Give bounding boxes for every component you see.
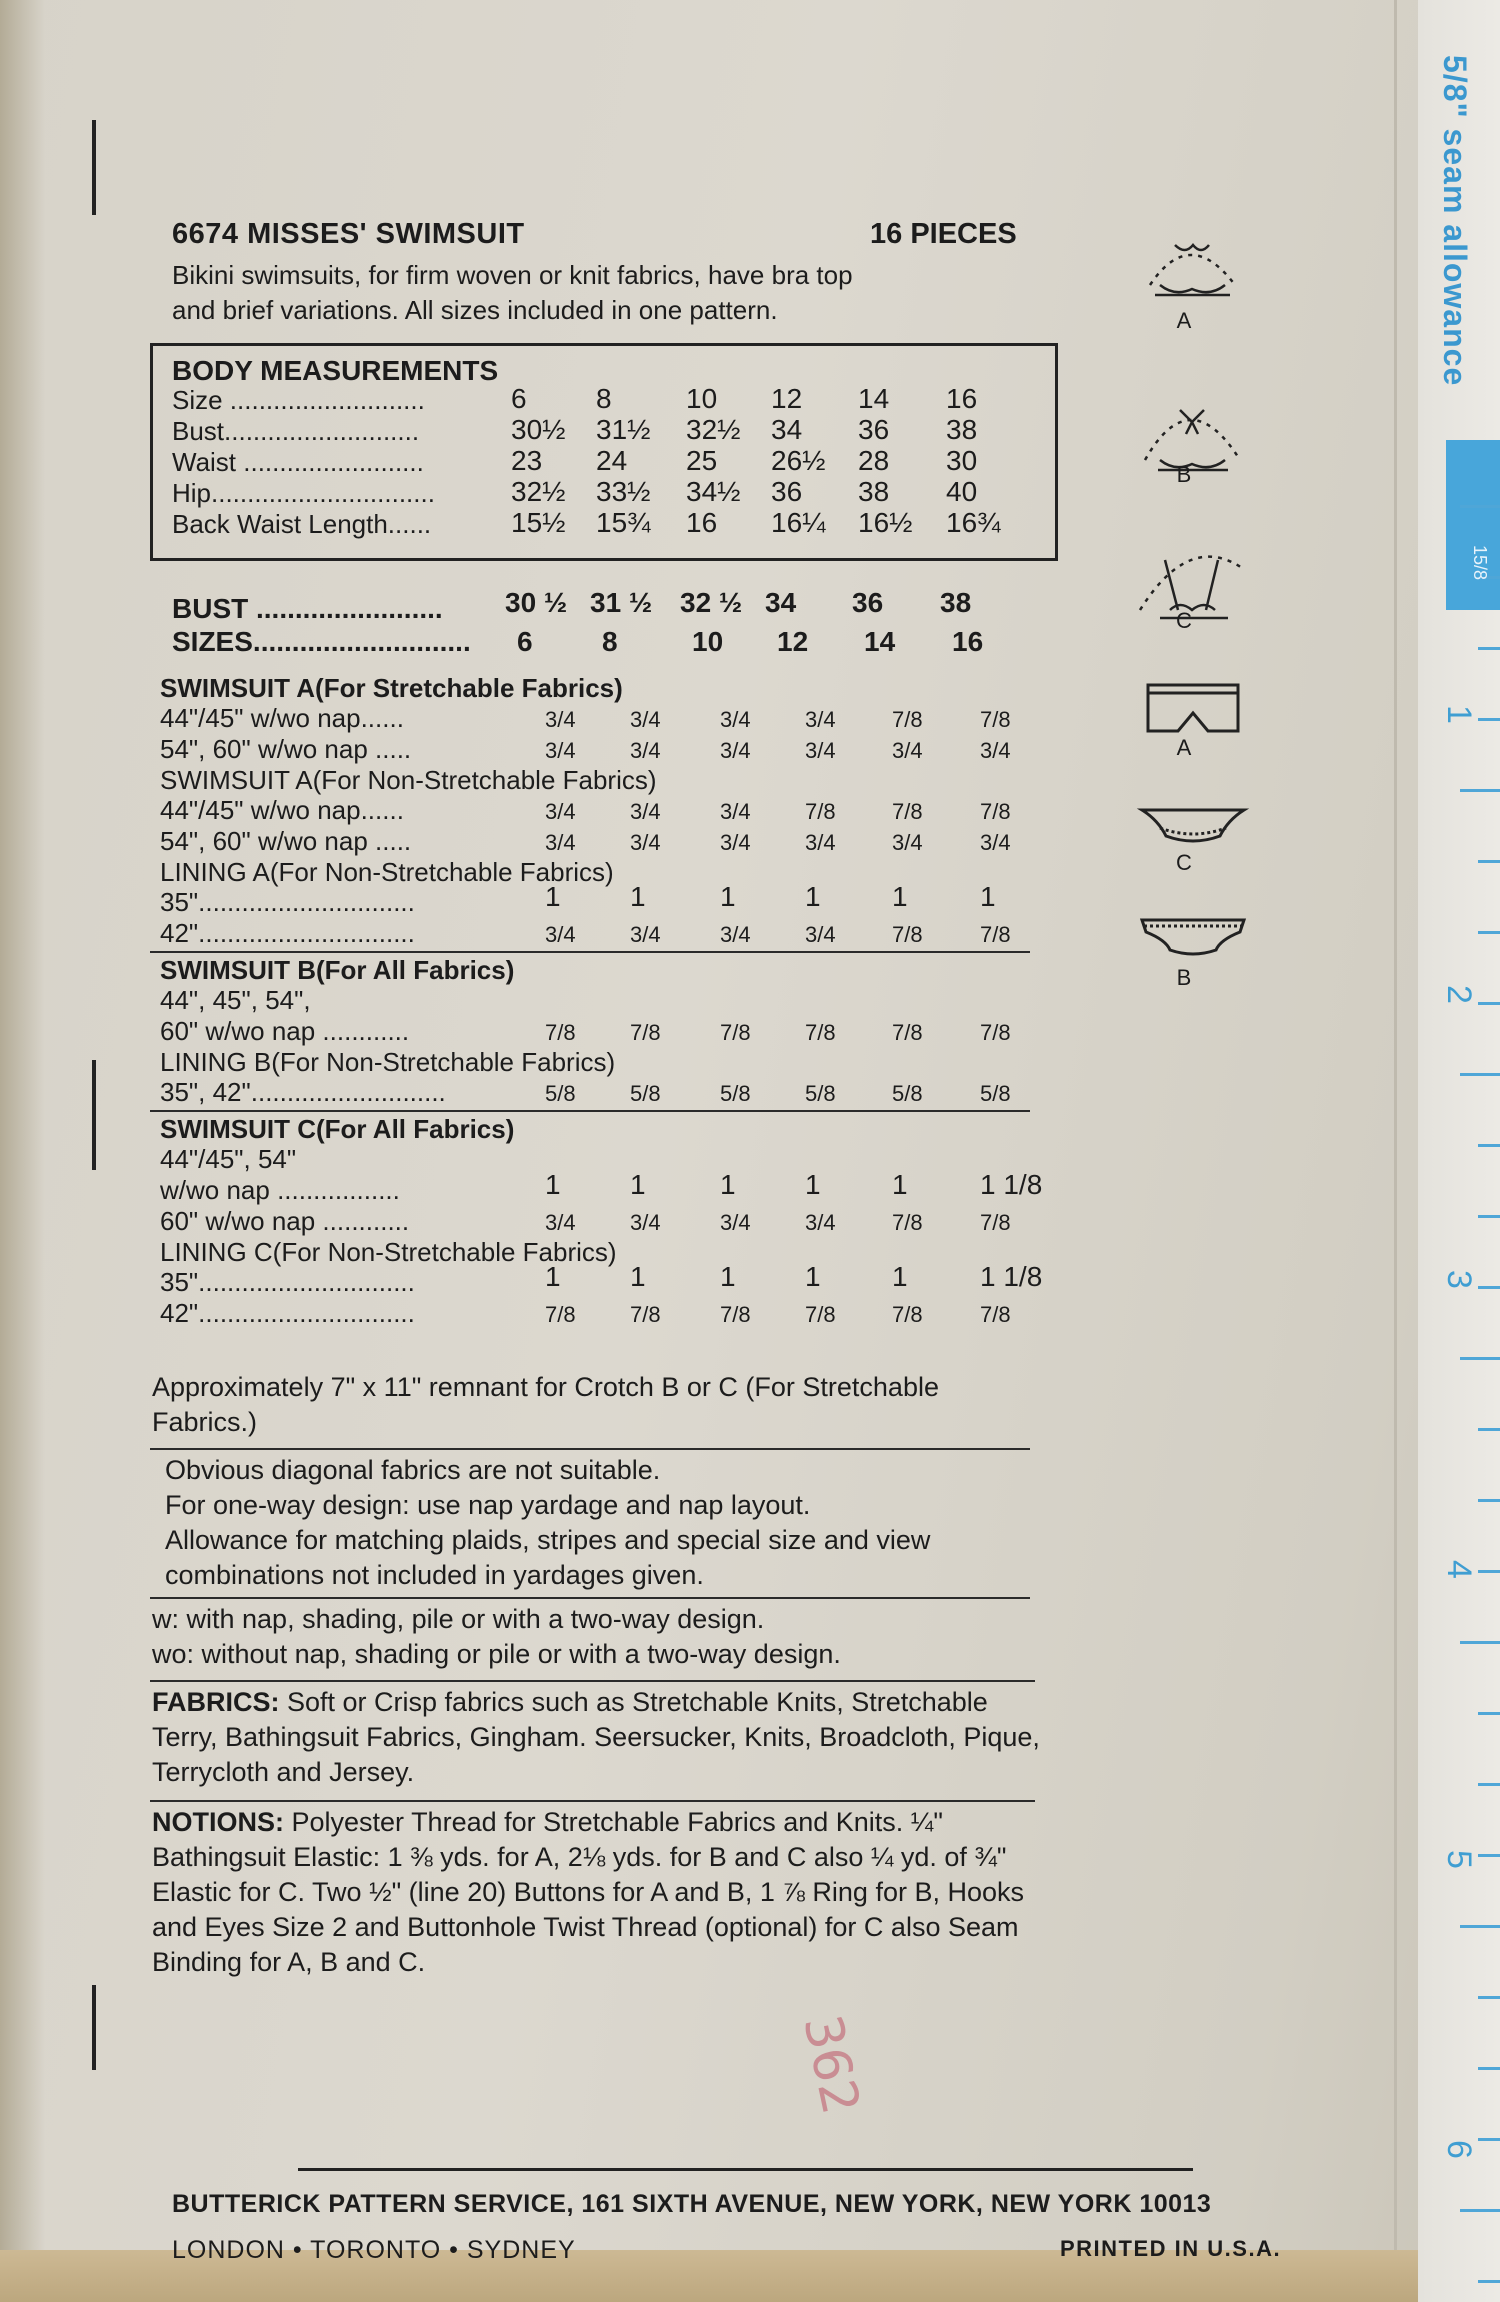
measurement-value: 38 xyxy=(858,476,890,507)
ruler-highlight-box xyxy=(1446,440,1500,610)
yardage-value: 1 xyxy=(805,881,821,912)
yardage-value: 3/4 xyxy=(980,738,1011,763)
yardage-value: 5/8 xyxy=(980,1081,1011,1106)
fabrics-label: FABRICS: xyxy=(152,1687,280,1717)
measurement-value: 25 xyxy=(686,445,718,476)
yardage-value: 3/4 xyxy=(805,922,836,947)
briefs-c-illustration xyxy=(1142,810,1244,841)
yardage-value: 7/8 xyxy=(720,1020,751,1045)
bust-label: BUST ........................ xyxy=(172,593,443,624)
yardage-value: 3/4 xyxy=(892,830,923,855)
yardage-value: 7/8 xyxy=(980,1302,1011,1327)
yardage-value: 3/4 xyxy=(720,922,751,947)
heading-bold: SWIMSUIT A xyxy=(160,673,316,703)
handwritten-stamp: 362 xyxy=(791,2010,871,2120)
heading-rest: LINING A(For Non-Stretchable Fabrics) xyxy=(160,857,614,887)
ruler-tick xyxy=(1478,1783,1500,1786)
measurement-value: 31½ xyxy=(596,414,651,445)
measurement-value: 34½ xyxy=(686,476,741,507)
pattern-number: 6674 xyxy=(172,218,239,250)
measurement-value: 36 xyxy=(858,414,890,445)
pattern-title xyxy=(172,218,525,251)
yardage-value: 3/4 xyxy=(630,738,661,763)
yardage-value: 7/8 xyxy=(892,922,923,947)
publisher-address: BUTTERICK PATTERN SERVICE, 161 SIXTH AVENUE, NEW YORK, NEW YORK 10013 xyxy=(172,2190,1212,2218)
nap-legend-wo: wo: without nap, shading or pile or with a two-way design. xyxy=(152,1639,841,1669)
yardage-row xyxy=(0,734,1100,764)
view-label: B xyxy=(1176,965,1192,990)
yardage-value: 3/4 xyxy=(545,1210,576,1235)
notions-text: Polyester Thread for Stretchable Fabrics and Knits. ¼" Bathingsuit Elastic: 1 ⅜ yds. for A, 2⅛ yds. for B and C also ¼ yd. of ¾" Elastic for C. Two ½" (line 20) Buttons for A and B, 1 ⅞ Ring for B, Hooks and Eyes Size 2 and Buttonhole Twist Thread (optional) for C also Seam Binding for A, B and C. xyxy=(152,1807,1025,1977)
yardage-value: 7/8 xyxy=(720,1302,751,1327)
yardage-value: 3/4 xyxy=(630,799,661,824)
bust-row xyxy=(0,587,1100,624)
yardage-value: 5/8 xyxy=(805,1081,836,1106)
yardage-section-heading xyxy=(160,673,623,704)
yardage-value: 3/4 xyxy=(720,830,751,855)
measurement-value: 32½ xyxy=(511,476,566,507)
section-divider xyxy=(150,1110,1030,1112)
measurement-label: Waist ......................... xyxy=(172,447,424,477)
measurement-value: 15½ xyxy=(511,507,566,538)
yardage-section-heading xyxy=(160,1047,615,1078)
yardage-value: 1 xyxy=(892,881,908,912)
yardage-value: 1 xyxy=(720,1169,736,1200)
yardage-label: 35".............................. xyxy=(160,887,415,917)
fabrics-note xyxy=(152,1685,1042,1790)
yardage-label: 60" w/wo nap ............ xyxy=(160,1206,410,1236)
yardage-row xyxy=(0,1261,1100,1297)
yardage-row xyxy=(0,1206,1100,1236)
yardage-value: 3/4 xyxy=(720,738,751,763)
diagonal-note xyxy=(165,1453,1055,1593)
measurement-value: 16 xyxy=(946,383,978,414)
measurement-row xyxy=(0,478,1100,508)
measurement-label: Bust........................... xyxy=(172,416,420,446)
publisher-cities: LONDON • TORONTO • SYDNEY xyxy=(172,2236,576,2264)
note-line: Allowance for matching plaids, stripes and special size and view combinations not included in yardages given. xyxy=(165,1525,931,1590)
fabrics-text: Soft or Crisp fabrics such as Stretchable Knits, Stretchable Terry, Bathingsuit Fabrics, Gingham. Seersucker, Knits, Broadcloth, Pique, Terrycloth and Jersey. xyxy=(152,1687,1040,1787)
heading-rest: LINING B(For Non-Stretchable Fabrics) xyxy=(160,1047,616,1077)
yardage-value: 3/4 xyxy=(545,922,576,947)
ruler-tick xyxy=(1478,718,1500,721)
yardage-value: 7/8 xyxy=(980,922,1011,947)
yardage-value: 1 xyxy=(630,881,646,912)
ruler-tick xyxy=(1478,647,1500,650)
yardage-value: 7/8 xyxy=(892,1210,923,1235)
yardage-row xyxy=(0,881,1100,917)
yardage-value: 3/4 xyxy=(545,799,576,824)
heading-bold: SWIMSUIT C(For All Fabrics) xyxy=(160,1114,515,1144)
yardage-value: 5/8 xyxy=(630,1081,661,1106)
yardage-row xyxy=(0,795,1100,825)
yardage-value: 7/8 xyxy=(892,707,923,732)
divider xyxy=(150,1680,1035,1682)
yardage-value: 3/4 xyxy=(980,830,1011,855)
briefs-a-illustration xyxy=(1148,685,1238,731)
yardage-value: 3/4 xyxy=(630,922,661,947)
ruler-number: 6 xyxy=(1440,2140,1478,2159)
yardage-value: 3/4 xyxy=(720,707,751,732)
notions-label: NOTIONS: xyxy=(152,1807,284,1837)
yardage-value: 1 1/8 xyxy=(980,1169,1043,1200)
measurement-value: 38 xyxy=(946,414,978,445)
bust-value: 31 ½ xyxy=(590,587,653,618)
measurement-value: 14 xyxy=(858,383,890,414)
yardage-value: 3/4 xyxy=(892,738,923,763)
yardage-value: 7/8 xyxy=(545,1302,576,1327)
ruler-tick xyxy=(1478,931,1500,934)
yardage-row xyxy=(0,703,1100,733)
yardage-value: 7/8 xyxy=(980,799,1011,824)
yardage-label: 44", 45", 54", xyxy=(160,985,311,1015)
ruler-tick xyxy=(1478,1144,1500,1147)
view-label: C xyxy=(1176,850,1192,875)
ruler-number: 5 xyxy=(1440,1850,1478,1869)
heading-rest: LINING C(For Non-Stretchable Fabrics) xyxy=(160,1237,617,1267)
sizes-label: SIZES............................ xyxy=(172,626,471,657)
yardage-row xyxy=(0,1016,1100,1046)
bust-value: 38 xyxy=(940,587,972,618)
ruler-tick xyxy=(1460,505,1500,508)
yardage-value: 3/4 xyxy=(630,707,661,732)
yardage-value: 1 xyxy=(720,1261,736,1292)
yardage-value: 1 xyxy=(545,1261,561,1292)
size-value: 14 xyxy=(864,626,896,657)
measurement-value: 16¼ xyxy=(771,507,826,538)
section-divider xyxy=(150,951,1030,953)
yardage-value: 7/8 xyxy=(980,1210,1011,1235)
measurement-value: 16½ xyxy=(858,507,913,538)
yardage-value: 3/4 xyxy=(720,1210,751,1235)
left-margin-mark xyxy=(92,1985,96,2070)
view-label: A xyxy=(1176,308,1192,333)
bra-top-a-illustration xyxy=(1150,245,1235,295)
yardage-value: 7/8 xyxy=(892,1020,923,1045)
yardage-value: 1 xyxy=(630,1169,646,1200)
yardage-value: 3/4 xyxy=(545,738,576,763)
description-line: Bikini swimsuits, for firm woven or knit fabrics, have bra top xyxy=(172,260,853,290)
yardage-label: 35", 42"........................... xyxy=(160,1077,446,1107)
yardage-value: 5/8 xyxy=(720,1081,751,1106)
ruler-tick xyxy=(1478,1428,1500,1431)
nap-legend-w: w: with nap, shading, pile or with a two-way design. xyxy=(152,1604,765,1634)
ruler-tick xyxy=(1460,2209,1500,2212)
ruler-tick xyxy=(1478,1570,1500,1573)
measurement-value: 8 xyxy=(596,383,612,414)
yardage-value: 7/8 xyxy=(630,1020,661,1045)
yardage-label: 54", 60" w/wo nap ..... xyxy=(160,734,412,764)
yardage-value: 1 xyxy=(805,1261,821,1292)
pattern-name: MISSES' SWIMSUIT xyxy=(247,218,525,250)
yardage-value: 3/4 xyxy=(630,1210,661,1235)
measurement-value: 6 xyxy=(511,383,527,414)
yardage-label: 54", 60" w/wo nap ..... xyxy=(160,826,412,856)
yardage-value: 3/4 xyxy=(630,830,661,855)
notions-note xyxy=(152,1805,1042,1980)
ruler-tick xyxy=(1460,1925,1500,1928)
yardage-section-heading xyxy=(160,955,514,986)
yardage-value: 1 xyxy=(545,881,561,912)
heading-rest: (For Stretchable Fabrics) xyxy=(315,673,623,703)
measurement-value: 33½ xyxy=(596,476,651,507)
yardage-value: 7/8 xyxy=(545,1020,576,1045)
yardage-row xyxy=(0,1298,1100,1328)
ruler-tick xyxy=(1478,1499,1500,1502)
measurement-row xyxy=(0,385,1100,415)
note-line: Obvious diagonal fabrics are not suitable. xyxy=(165,1455,661,1485)
bra-top-b-illustration xyxy=(1145,410,1240,470)
yardage-value: 7/8 xyxy=(805,1020,836,1045)
yardage-value: 7/8 xyxy=(805,1302,836,1327)
yardage-value: 3/4 xyxy=(805,738,836,763)
ruler-tick xyxy=(1478,1002,1500,1005)
yardage-value: 3/4 xyxy=(805,707,836,732)
ruler-tick xyxy=(1478,1712,1500,1715)
envelope-fold xyxy=(1394,0,1397,2302)
ruler-tick xyxy=(1478,860,1500,863)
body-measurements-title: BODY MEASUREMENTS xyxy=(172,355,499,386)
measurement-row xyxy=(0,416,1100,446)
nap-legend xyxy=(152,1602,1042,1672)
yardage-value: 3/4 xyxy=(720,799,751,824)
yardage-label: 44"/45", 54" xyxy=(160,1144,297,1174)
briefs-b-illustration xyxy=(1142,920,1244,954)
measurement-value: 12 xyxy=(771,383,803,414)
yardage-value: 7/8 xyxy=(892,799,923,824)
note-line: For one-way design: use nap yardage and nap layout. xyxy=(165,1490,811,1520)
bust-value: 30 ½ xyxy=(505,587,568,618)
ruler-tick xyxy=(1460,1641,1500,1644)
footer-divider xyxy=(298,2168,1193,2171)
size-value: 10 xyxy=(692,626,724,657)
yardage-value: 1 xyxy=(630,1261,646,1292)
yardage-value: 3/4 xyxy=(545,707,576,732)
measurement-value: 30 xyxy=(946,445,978,476)
measurement-row xyxy=(0,509,1100,539)
ruler-tick xyxy=(1460,1073,1500,1076)
ruler-box-label: 15/8 xyxy=(1470,545,1490,581)
measurement-value: 24 xyxy=(596,445,628,476)
bust-value: 36 xyxy=(852,587,884,618)
left-margin-mark xyxy=(92,120,96,215)
yardage-value: 1 xyxy=(805,1169,821,1200)
ruler-tick xyxy=(1478,1854,1500,1857)
measurement-value: 15¾ xyxy=(596,507,651,538)
measurement-value: 16 xyxy=(686,507,718,538)
ruler-number: 2 xyxy=(1440,985,1478,1004)
yardage-label: 44"/45" w/wo nap...... xyxy=(160,795,404,825)
ruler-tick xyxy=(1460,1357,1500,1360)
ruler-tick xyxy=(1478,1286,1500,1289)
yardage-value: 1 xyxy=(892,1261,908,1292)
ruler-tick xyxy=(1478,1215,1500,1218)
ruler-number: 1 xyxy=(1440,705,1478,724)
divider xyxy=(150,1448,1030,1450)
yardage-value: 3/4 xyxy=(805,1210,836,1235)
view-label: C xyxy=(1176,608,1192,633)
measurement-value: 16¾ xyxy=(946,507,1001,538)
size-value: 12 xyxy=(777,626,809,657)
yardage-value: 1 xyxy=(720,881,736,912)
measurement-row xyxy=(0,447,1100,477)
size-value: 6 xyxy=(517,626,533,657)
ruler-tick xyxy=(1478,2138,1500,2141)
measurement-value: 36 xyxy=(771,476,803,507)
measurement-label: Back Waist Length...... xyxy=(172,509,432,539)
piece-count: 16 PIECES xyxy=(870,218,1017,250)
bust-value: 34 xyxy=(765,587,797,618)
view-label: A xyxy=(1176,735,1192,760)
yardage-value: 3/4 xyxy=(805,830,836,855)
size-value: 16 xyxy=(952,626,984,657)
ruler-tick xyxy=(1460,789,1500,792)
measurement-value: 28 xyxy=(858,445,890,476)
yardage-row xyxy=(0,918,1100,948)
yardage-row xyxy=(0,826,1100,856)
yardage-value: 5/8 xyxy=(892,1081,923,1106)
ruler-title: 5/8" seam allowance xyxy=(1437,55,1473,387)
yardage-section-heading xyxy=(160,1114,514,1145)
printed-in: PRINTED IN U.S.A. xyxy=(1060,2236,1282,2261)
yardage-label: 60" w/wo nap ............ xyxy=(160,1016,410,1046)
yardage-value: 7/8 xyxy=(805,799,836,824)
measurement-value: 30½ xyxy=(511,414,566,445)
size-value: 8 xyxy=(602,626,618,657)
yardage-value: 1 1/8 xyxy=(980,1261,1043,1292)
bust-value: 32 ½ xyxy=(680,587,743,618)
divider xyxy=(150,1597,1030,1599)
measurement-value: 23 xyxy=(511,445,543,476)
sizes-row xyxy=(0,626,1100,656)
divider xyxy=(150,1800,1035,1802)
yardage-value: 7/8 xyxy=(980,1020,1011,1045)
yardage-label: 44"/45" w/wo nap...... xyxy=(160,703,404,733)
measurement-value: 34 xyxy=(771,414,803,445)
yardage-value: 7/8 xyxy=(980,707,1011,732)
yardage-label: w/wo nap ................. xyxy=(160,1175,400,1205)
yardage-value: 1 xyxy=(892,1169,908,1200)
yardage-label: 35".............................. xyxy=(160,1267,415,1297)
measurement-value: 32½ xyxy=(686,414,741,445)
ruler-tick xyxy=(1478,2067,1500,2070)
yardage-row xyxy=(0,1077,1100,1107)
yardage-row xyxy=(0,1169,1100,1205)
yardage-label: 42".............................. xyxy=(160,918,415,948)
yardage-section-heading xyxy=(160,765,657,796)
ruler-number: 3 xyxy=(1440,1270,1478,1289)
yardage-value: 5/8 xyxy=(545,1081,576,1106)
heading-rest: SWIMSUIT A(For Non-Stretchable Fabrics) xyxy=(160,765,657,795)
ruler-number: 4 xyxy=(1440,1560,1478,1579)
yardage-value: 1 xyxy=(545,1169,561,1200)
measurement-label: Size ........................... xyxy=(172,385,425,415)
measurement-value: 10 xyxy=(686,383,718,414)
yardage-value: 7/8 xyxy=(892,1302,923,1327)
measurement-value: 26½ xyxy=(771,445,826,476)
yardage-row xyxy=(0,985,1100,1015)
heading-bold: SWIMSUIT B(For All Fabrics) xyxy=(160,955,515,985)
yardage-value: 3/4 xyxy=(545,830,576,855)
remnant-note: Approximately 7" x 11" remnant for Crotch B or C (For Stretchable Fabrics.) xyxy=(152,1372,939,1437)
view-label: B xyxy=(1176,462,1192,487)
description-line: and brief variations. All sizes included in one pattern. xyxy=(172,295,778,325)
measurement-value: 40 xyxy=(946,476,978,507)
measurement-label: Hip............................... xyxy=(172,478,435,508)
yardage-label: 42".............................. xyxy=(160,1298,415,1328)
yardage-value: 7/8 xyxy=(630,1302,661,1327)
yardage-value: 1 xyxy=(980,881,996,912)
ruler-tick xyxy=(1478,2280,1500,2283)
ruler-tick xyxy=(1478,1996,1500,1999)
pattern-description xyxy=(172,258,853,328)
